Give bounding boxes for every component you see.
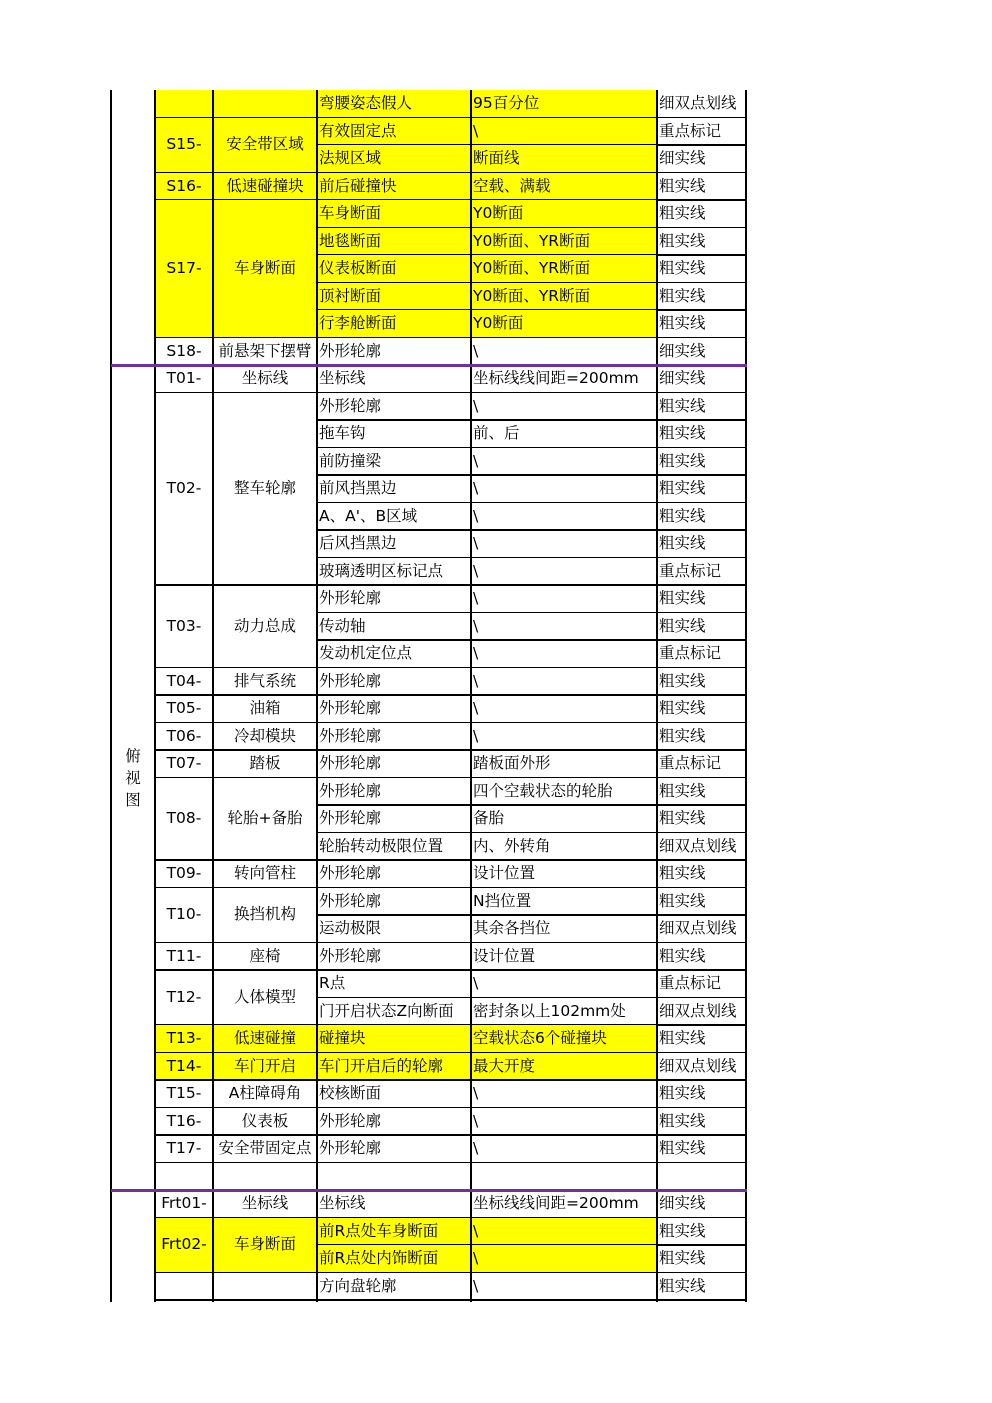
line-type-cell[interactable]: 粗实线 (659, 479, 706, 497)
line-type-cell[interactable]: 细双点划线 (659, 836, 737, 855)
content-cell[interactable]: 顶衬断面 (317, 283, 471, 311)
note-cell[interactable]: \ (473, 616, 479, 635)
line-type-cell[interactable]: 粗实线 (659, 699, 706, 717)
line-type-cell[interactable]: 细实线 (659, 1194, 706, 1212)
item-name-cell[interactable]: 前悬架下摆臂 (218, 341, 312, 360)
item-name-cell[interactable]: 坐标线 (241, 1194, 289, 1212)
line-type-cell[interactable]: 细双点划线 (659, 1056, 737, 1075)
content-cell[interactable]: 前后碰撞快 (317, 173, 471, 201)
content-cell[interactable]: 坐标线 (319, 1194, 366, 1212)
item-name-cell[interactable]: 仪表板 (241, 1111, 289, 1130)
line-type-cell[interactable]: 细实线 (659, 369, 706, 387)
content-cell[interactable]: 外形轮廓 (319, 699, 382, 717)
line-type-cell[interactable]: 粗实线 (659, 534, 706, 552)
note-cell[interactable]: 空载、满载 (471, 173, 657, 201)
content-cell[interactable]: 外形轮廓 (319, 1111, 382, 1130)
line-type-cell[interactable]: 粗实线 (659, 286, 706, 305)
item-name-cell[interactable]: 轮胎+备胎 (227, 809, 303, 827)
note-cell[interactable]: 四个空载状态的轮胎 (473, 781, 613, 800)
note-cell[interactable]: \ (473, 1139, 479, 1157)
line-type-cell[interactable]: 粗实线 (659, 864, 706, 882)
content-cell[interactable]: 外形轮廓 (319, 781, 382, 800)
line-type-cell[interactable]: 粗实线 (659, 451, 706, 470)
content-cell[interactable]: 碰撞块 (317, 1025, 471, 1053)
content-cell[interactable]: 校核断面 (319, 1084, 382, 1102)
note-cell[interactable]: \ (471, 1245, 657, 1273)
line-type-cell[interactable]: 粗实线 (659, 891, 706, 910)
content-cell[interactable]: 后风挡黑边 (319, 534, 397, 552)
item-code-cell[interactable]: T17- (166, 1139, 202, 1157)
grid-line-v (745, 90, 747, 1302)
item-name-cell[interactable] (213, 90, 317, 118)
note-cell[interactable]: \ (471, 118, 657, 146)
line-type-cell[interactable]: 粗实线 (659, 1139, 706, 1157)
note-cell[interactable]: 95百分位 (471, 90, 657, 118)
content-cell[interactable]: 方向盘轮廓 (319, 1276, 397, 1295)
line-type-cell[interactable]: 细实线 (659, 341, 706, 360)
line-type-cell[interactable]: 重点标记 (659, 644, 722, 662)
note-cell[interactable]: 最大开度 (471, 1053, 657, 1081)
item-name-cell[interactable]: 车门开启 (213, 1053, 317, 1081)
content-cell[interactable]: 有效固定点 (317, 118, 471, 146)
note-cell[interactable]: Y0断面 (471, 310, 657, 338)
content-cell[interactable]: R点 (319, 974, 346, 992)
note-cell[interactable]: \ (473, 1084, 479, 1102)
line-type-cell[interactable] (657, 1163, 746, 1191)
line-type-cell[interactable]: 细双点划线 (659, 919, 737, 937)
note-cell[interactable]: \ (473, 561, 479, 580)
line-type-cell[interactable]: 重点标记 (659, 974, 722, 992)
content-cell[interactable]: 拖车钩 (319, 424, 366, 442)
category-label: 俯 视 图 (125, 746, 141, 809)
line-type-cell[interactable]: 粗实线 (659, 259, 706, 277)
note-cell[interactable]: 设计位置 (473, 864, 536, 882)
content-cell[interactable]: 弯腰姿态假人 (317, 90, 471, 118)
line-type-cell[interactable]: 粗实线 (659, 1029, 706, 1047)
content-cell[interactable]: 门开启状态Z向断面 (319, 1001, 454, 1020)
line-type-cell[interactable]: 粗实线 (659, 589, 706, 607)
item-name-cell[interactable] (213, 1273, 317, 1301)
item-code-cell[interactable] (155, 1163, 213, 1191)
item-code-cell[interactable]: Frt02- (155, 1218, 213, 1273)
line-type-cell[interactable]: 粗实线 (659, 671, 706, 690)
note-cell[interactable]: \ (473, 506, 479, 525)
item-name-cell[interactable]: 安全带固定点 (218, 1139, 312, 1157)
line-type-cell[interactable]: 粗实线 (659, 1249, 706, 1267)
note-cell[interactable]: \ (473, 341, 479, 360)
item-code-cell[interactable]: Frt01- (161, 1194, 207, 1212)
content-cell[interactable]: 前R点处内饰断面 (317, 1245, 471, 1273)
content-cell[interactable]: 车门开启后的轮廓 (317, 1053, 471, 1081)
note-cell[interactable]: Y0断面、YR断面 (471, 255, 657, 283)
note-cell[interactable]: 前、后 (473, 424, 520, 442)
content-cell[interactable]: 前R点处车身断面 (317, 1218, 471, 1246)
item-name-cell[interactable]: A柱障碍角 (228, 1084, 302, 1102)
item-name-cell[interactable]: 安全带区域 (213, 118, 317, 173)
line-type-cell[interactable]: 粗实线 (659, 424, 706, 442)
note-cell[interactable]: Y0断面 (471, 200, 657, 228)
item-name-cell[interactable]: 低速碰撞 (213, 1025, 317, 1053)
item-code-cell[interactable] (155, 90, 213, 118)
note-cell[interactable]: \ (473, 1276, 479, 1295)
line-type-cell[interactable]: 粗实线 (659, 204, 706, 222)
content-cell[interactable]: 前风挡黑边 (319, 479, 397, 497)
item-code-cell[interactable]: T14- (155, 1053, 213, 1081)
note-cell[interactable]: \ (473, 671, 479, 690)
grid-line-h (155, 1299, 747, 1301)
grid-line-v (470, 90, 472, 1302)
note-cell[interactable]: Y0断面、YR断面 (471, 283, 657, 311)
content-cell[interactable]: 车身断面 (317, 200, 471, 228)
line-type-cell[interactable]: 粗实线 (659, 946, 706, 965)
item-name-cell[interactable]: 冷却模块 (233, 726, 296, 745)
note-cell[interactable]: N挡位置 (473, 891, 532, 910)
item-code-cell[interactable]: T03- (166, 616, 202, 635)
line-type-cell[interactable]: 粗实线 (659, 1084, 706, 1102)
note-cell[interactable]: \ (473, 726, 479, 745)
note-cell[interactable]: 坐标线线间距=200mm (473, 369, 639, 387)
content-cell[interactable]: 外形轮廓 (319, 864, 382, 882)
line-type-cell[interactable]: 细双点划线 (659, 1001, 737, 1020)
content-cell[interactable]: 外形轮廓 (319, 396, 382, 415)
grid-line-v (316, 90, 318, 1302)
line-type-cell[interactable]: 粗实线 (659, 726, 706, 745)
content-cell[interactable]: 外形轮廓 (319, 341, 382, 360)
note-cell[interactable]: 其余各挡位 (473, 919, 551, 937)
note-cell[interactable]: 踏板面外形 (473, 754, 551, 772)
content-cell[interactable]: 仪表板断面 (317, 255, 471, 283)
line-type-cell[interactable]: 粗实线 (659, 396, 706, 415)
item-name-cell[interactable]: 动力总成 (233, 616, 296, 635)
line-type-cell[interactable]: 细双点划线 (659, 94, 737, 112)
item-name-cell[interactable]: 座椅 (249, 946, 281, 965)
line-type-cell[interactable]: 粗实线 (659, 781, 706, 800)
line-type-cell[interactable]: 粗实线 (659, 314, 706, 332)
line-type-cell[interactable]: 粗实线 (659, 506, 706, 525)
note-cell[interactable]: 备胎 (473, 809, 505, 827)
line-type-cell[interactable]: 粗实线 (659, 1276, 706, 1295)
note-cell[interactable]: \ (473, 974, 479, 992)
item-name-cell[interactable]: 车身断面 (213, 200, 317, 338)
note-cell[interactable]: \ (473, 644, 479, 662)
note-cell[interactable]: \ (473, 699, 479, 717)
line-type-cell[interactable]: 粗实线 (659, 231, 706, 250)
item-code-cell[interactable]: T12- (166, 987, 202, 1006)
content-cell[interactable]: 传动轴 (319, 616, 366, 635)
content-cell[interactable]: 外形轮廓 (319, 1139, 382, 1157)
note-cell[interactable]: 内、外转角 (473, 836, 551, 855)
content-cell[interactable]: 外形轮廓 (319, 726, 382, 745)
item-name-cell[interactable]: 坐标线 (241, 369, 289, 387)
item-code-cell[interactable]: T06- (166, 726, 202, 745)
content-cell[interactable]: 轮胎转动极限位置 (319, 836, 444, 855)
note-cell[interactable]: 密封条以上102mm处 (473, 1001, 626, 1020)
item-code-cell[interactable]: T04- (166, 671, 202, 690)
item-code-cell[interactable]: S15- (155, 118, 213, 173)
content-cell[interactable]: 外形轮廓 (319, 891, 382, 910)
content-cell[interactable] (317, 1163, 471, 1191)
item-code-cell[interactable]: T05- (166, 699, 202, 717)
item-code-cell[interactable] (155, 1273, 213, 1301)
content-cell[interactable]: 行李舱断面 (317, 310, 471, 338)
content-cell[interactable]: 法规区域 (317, 145, 471, 173)
content-cell[interactable]: 外形轮廓 (319, 809, 382, 827)
content-cell[interactable]: 外形轮廓 (319, 754, 382, 772)
grid-line-v (110, 90, 112, 1302)
line-type-cell[interactable]: 粗实线 (659, 616, 706, 635)
content-cell[interactable]: 发动机定位点 (319, 644, 413, 662)
note-cell[interactable] (471, 1163, 657, 1191)
item-name-cell[interactable]: 转向管柱 (233, 864, 296, 882)
item-code-cell[interactable]: T09- (166, 864, 202, 882)
item-code-cell[interactable]: T02- (166, 479, 202, 497)
item-code-cell[interactable]: T10- (166, 905, 202, 924)
line-type-cell[interactable]: 粗实线 (659, 1221, 706, 1240)
item-code-cell[interactable]: T07- (166, 754, 202, 772)
item-code-cell[interactable]: S17- (155, 200, 213, 338)
item-code-cell[interactable]: T08- (166, 809, 202, 827)
content-cell[interactable]: 外形轮廓 (319, 671, 382, 690)
line-type-cell[interactable]: 重点标记 (659, 121, 722, 140)
content-cell[interactable]: 外形轮廓 (319, 946, 382, 965)
content-cell[interactable]: 外形轮廓 (319, 589, 382, 607)
grid-line-v (154, 90, 156, 1302)
item-code-cell[interactable]: T11- (166, 946, 202, 965)
item-code-cell[interactable]: S16- (155, 173, 213, 201)
item-code-cell[interactable]: T15- (166, 1084, 202, 1102)
section-separator (111, 1189, 747, 1192)
item-name-cell[interactable]: 油箱 (249, 699, 281, 717)
item-name-cell[interactable]: 换挡机构 (233, 905, 296, 924)
content-cell[interactable]: 坐标线 (319, 369, 366, 387)
grid-line-v (656, 90, 658, 1302)
item-code-cell[interactable]: T01- (166, 369, 202, 387)
content-cell[interactable]: 运动极限 (319, 919, 382, 937)
grid-line-v (212, 90, 214, 1302)
line-type-cell[interactable]: 重点标记 (659, 754, 722, 772)
item-code-cell[interactable]: T16- (166, 1111, 202, 1130)
line-type-cell[interactable]: 粗实线 (659, 809, 706, 827)
item-name-cell[interactable]: 整车轮廓 (233, 479, 296, 497)
item-code-cell[interactable]: T13- (155, 1025, 213, 1053)
note-cell[interactable]: 空载状态6个碰撞块 (471, 1025, 657, 1053)
item-name-cell[interactable]: 人体模型 (233, 987, 296, 1006)
note-cell[interactable]: \ (473, 396, 479, 415)
note-cell[interactable]: 坐标线线间距=200mm (473, 1194, 639, 1212)
item-code-cell[interactable]: S18- (166, 341, 202, 360)
section-separator (111, 364, 747, 367)
item-name-cell[interactable]: 排气系统 (233, 671, 296, 690)
content-cell[interactable]: 玻璃透明区标记点 (319, 561, 444, 580)
note-cell[interactable]: 断面线 (471, 145, 657, 173)
note-cell[interactable]: 设计位置 (473, 946, 536, 965)
item-name-cell[interactable]: 低速碰撞块 (213, 173, 317, 201)
note-cell[interactable]: \ (471, 1218, 657, 1246)
content-cell[interactable]: A、A'、B区域 (319, 506, 418, 525)
line-type-cell[interactable]: 重点标记 (659, 561, 722, 580)
note-cell[interactable]: \ (473, 1111, 479, 1130)
note-cell[interactable]: \ (473, 589, 479, 607)
note-cell[interactable]: \ (473, 534, 479, 552)
note-cell[interactable]: Y0断面、YR断面 (471, 228, 657, 256)
line-type-cell[interactable]: 细实线 (659, 149, 706, 167)
content-cell[interactable]: 前防撞梁 (319, 451, 382, 470)
item-name-cell[interactable] (213, 1163, 317, 1191)
item-name-cell[interactable]: 踏板 (249, 754, 281, 772)
note-cell[interactable]: \ (473, 479, 479, 497)
note-cell[interactable]: \ (473, 451, 479, 470)
line-type-cell[interactable]: 粗实线 (659, 176, 706, 195)
line-type-cell[interactable]: 粗实线 (659, 1111, 706, 1130)
content-cell[interactable]: 地毯断面 (317, 228, 471, 256)
item-name-cell[interactable]: 车身断面 (213, 1218, 317, 1273)
